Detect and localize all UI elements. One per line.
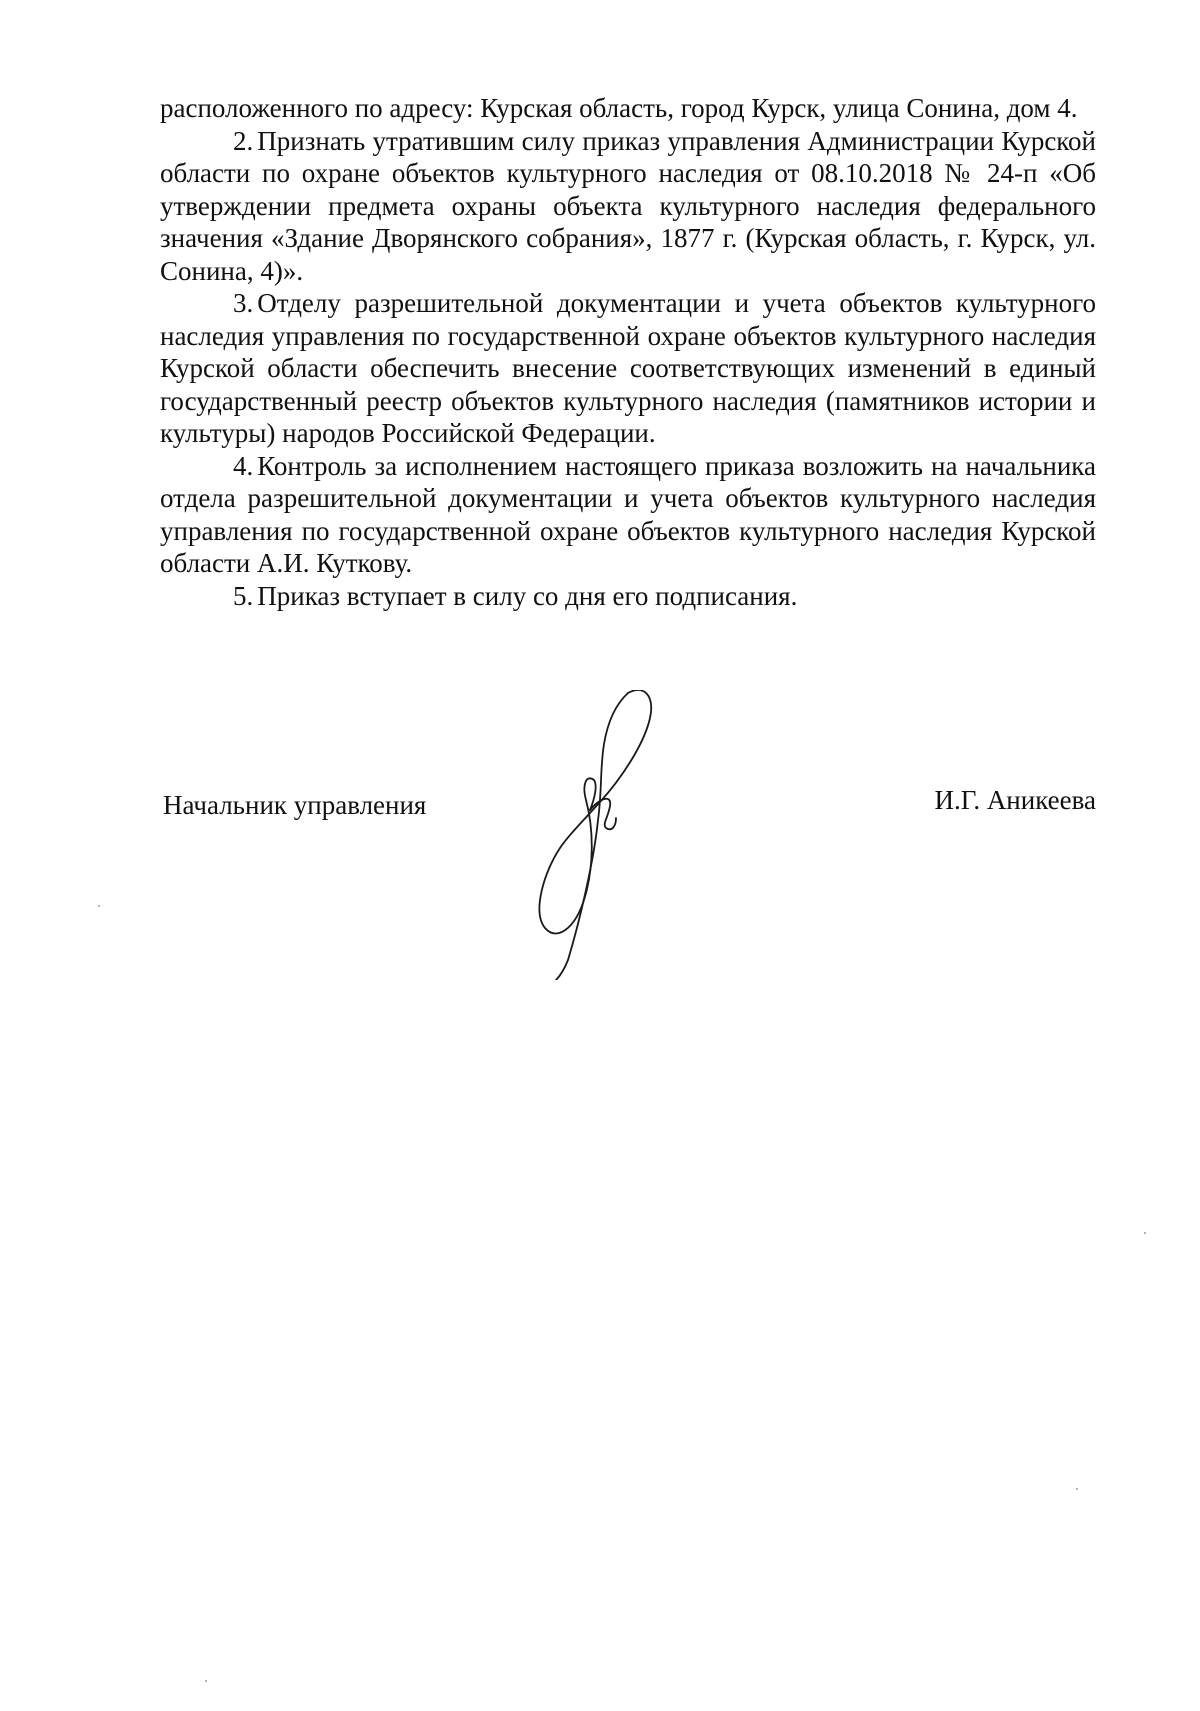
scan-speck (1144, 1232, 1146, 1234)
paragraph-text: Контроль за исполнением настоящего приказа возложить на начальника отдела разрешительной документации и учета объектов культурного наследия управления по государственной охране объектов культурного наследия Курской области А.И. Куткову. (160, 450, 1096, 578)
scan-speck (205, 1680, 207, 1682)
paragraph-number: 5. (233, 580, 254, 611)
paragraph-4 (160, 450, 1096, 580)
signatory-name: И.Г. Аникеева (934, 785, 1096, 815)
signatory-title: Начальник управления (163, 790, 427, 820)
paragraph-text: расположенного по адресу: Курская область, город Курск, улица Сонина, дом 4. (160, 93, 1078, 123)
paragraph-continuation (160, 92, 1096, 125)
paragraph-5 (160, 580, 1096, 613)
handwritten-signature (520, 690, 700, 980)
paragraph-text: Приказ вступает в силу со дня его подписания. (257, 580, 798, 611)
paragraph-2 (160, 125, 1096, 288)
paragraph-number: 4. (233, 450, 254, 481)
paragraph-text: Признать утратившим силу приказ управления Администрации Курской области по охране объектов культурного наследия от 08.10.2018 № 24-п «Об утверждении предмета охраны объекта культурного наследия федерального значения «Здание Дворянского собрания», 1877 г. (Курская область, г. Курск, ул. Сонина, 4)». (160, 125, 1096, 286)
paragraph-3 (160, 287, 1096, 450)
scan-speck (98, 905, 100, 907)
paragraph-number: 3. (233, 288, 254, 318)
paragraph-number: 2. (233, 125, 254, 156)
scan-speck (1076, 1488, 1078, 1490)
paragraph-text: Отделу разрешительной документации и учета объектов культурного наследия управления по государственной охране объектов культурного наследия Курской области обеспечить внесение соответствующих изменений в единый государственный реестр объектов культурного наследия (памятников истории и культуры) народов Российской Федерации. (160, 288, 1096, 448)
document-body (160, 92, 1096, 612)
